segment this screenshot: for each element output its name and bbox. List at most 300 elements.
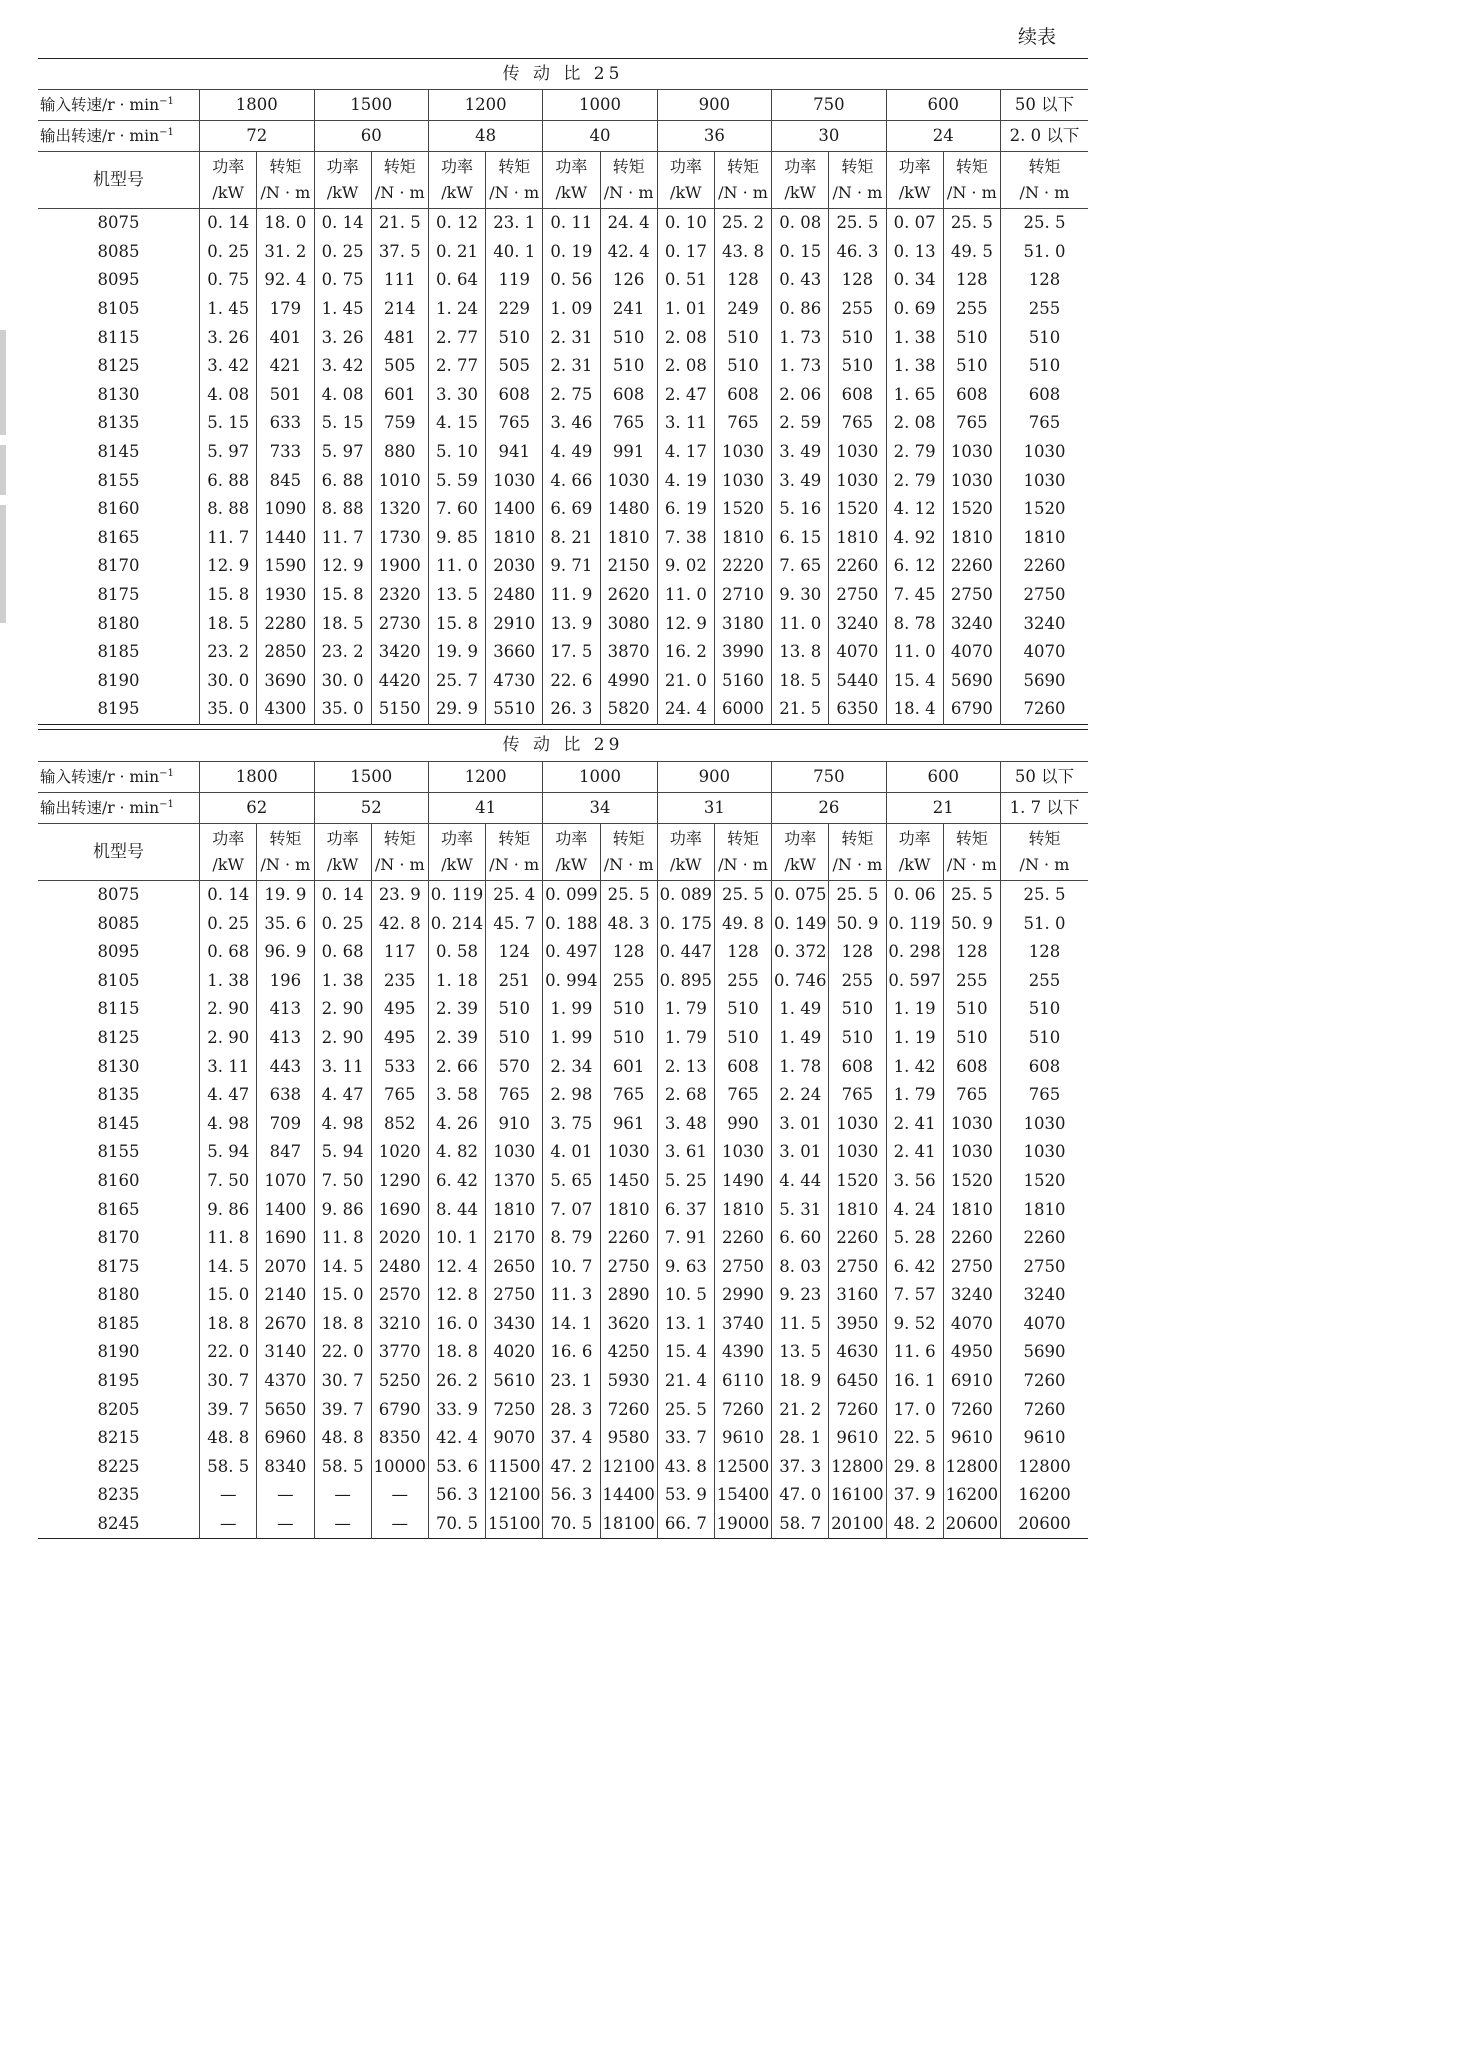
power-cell: 1. 42 bbox=[886, 1052, 943, 1081]
power-cell: 0. 119 bbox=[428, 880, 485, 909]
torque-cell: 880 bbox=[371, 438, 428, 467]
power-cell: 26. 3 bbox=[543, 695, 600, 724]
table-row bbox=[38, 1510, 1088, 1539]
torque-cell: 18100 bbox=[600, 1510, 657, 1539]
torque-cell: 3430 bbox=[486, 1310, 543, 1339]
torque-cell: 6450 bbox=[829, 1367, 886, 1396]
power-cell: 30. 7 bbox=[314, 1367, 371, 1396]
torque-cell: 3240 bbox=[943, 609, 1000, 638]
torque-cell: 510 bbox=[943, 323, 1000, 352]
torque-cell: 765 bbox=[714, 1081, 771, 1110]
table-row bbox=[38, 966, 1088, 995]
torque-header-unit: /N · m bbox=[374, 854, 425, 874]
power-cell: 11. 7 bbox=[200, 524, 257, 553]
torque-cell: 2320 bbox=[371, 581, 428, 610]
power-cell: 23. 1 bbox=[543, 1367, 600, 1396]
power-cell: 0. 994 bbox=[543, 966, 600, 995]
power-cell: 24. 4 bbox=[657, 695, 714, 724]
torque-cell: 9610 bbox=[943, 1424, 1000, 1453]
power-cell: 0. 895 bbox=[657, 966, 714, 995]
torque-cell: 510 bbox=[714, 995, 771, 1024]
torque-cell: 25. 5 bbox=[943, 880, 1000, 909]
output-speed-row bbox=[38, 121, 1088, 152]
power-cell: 3. 30 bbox=[428, 381, 485, 410]
table-row bbox=[38, 352, 1088, 381]
model-number-cell: 8105 bbox=[97, 970, 140, 990]
torque-cell: 1030 bbox=[943, 1109, 1000, 1138]
torque-header bbox=[943, 152, 1000, 209]
power-cell: 9. 71 bbox=[543, 552, 600, 581]
ratio-title-row bbox=[38, 58, 1088, 90]
power-cell: 5. 10 bbox=[428, 438, 485, 467]
torque-cell: 481 bbox=[371, 323, 428, 352]
torque-cell: 413 bbox=[257, 995, 314, 1024]
table-row bbox=[38, 466, 1088, 495]
torque-cell: 990 bbox=[714, 1109, 771, 1138]
power-header-name: 功率 bbox=[326, 157, 359, 176]
power-cell: 4. 82 bbox=[428, 1138, 485, 1167]
power-cell: 6. 42 bbox=[428, 1167, 485, 1196]
power-cell: 17. 5 bbox=[543, 638, 600, 667]
power-header-unit: /kW bbox=[326, 183, 359, 202]
power-cell: 11. 0 bbox=[428, 552, 485, 581]
torque-cell: 45. 7 bbox=[486, 909, 543, 938]
torque-cell: 5650 bbox=[257, 1395, 314, 1424]
torque-low-speed-cell: 25. 5 bbox=[1000, 880, 1088, 909]
torque-cell: 1450 bbox=[600, 1167, 657, 1196]
power-cell: 39. 7 bbox=[314, 1395, 371, 1424]
table-row bbox=[38, 995, 1088, 1024]
torque-cell: 847 bbox=[257, 1138, 314, 1167]
power-cell: 5. 97 bbox=[314, 438, 371, 467]
model-number-cell: 8075 bbox=[97, 213, 140, 233]
page-edge-mark bbox=[0, 505, 6, 623]
power-cell: 9. 63 bbox=[657, 1252, 714, 1281]
power-cell: 3. 01 bbox=[772, 1138, 829, 1167]
power-header-unit: /kW bbox=[784, 183, 816, 202]
power-cell: 4. 47 bbox=[200, 1081, 257, 1110]
power-cell: 1. 38 bbox=[314, 966, 371, 995]
power-cell: 0. 149 bbox=[772, 909, 829, 938]
table-row bbox=[38, 1453, 1088, 1482]
torque-cell: 709 bbox=[257, 1109, 314, 1138]
torque-cell: 608 bbox=[943, 381, 1000, 410]
power-header-name: 功率 bbox=[212, 828, 245, 848]
torque-cell: 510 bbox=[600, 1024, 657, 1053]
power-cell: 2. 13 bbox=[657, 1052, 714, 1081]
torque-cell: 96. 9 bbox=[257, 938, 314, 967]
power-cell: 3. 48 bbox=[657, 1109, 714, 1138]
power-cell: 4. 66 bbox=[543, 466, 600, 495]
power-header bbox=[428, 823, 485, 880]
torque-cell: — bbox=[371, 1510, 428, 1539]
ratio-title-row bbox=[38, 729, 1088, 761]
torque-cell: 510 bbox=[829, 995, 886, 1024]
power-cell: 30. 7 bbox=[200, 1367, 257, 1396]
power-cell: 0. 68 bbox=[314, 938, 371, 967]
model-number-cell: 8170 bbox=[97, 1228, 140, 1248]
table-row bbox=[38, 238, 1088, 267]
model-number-cell: 8130 bbox=[97, 384, 140, 404]
power-cell: 29. 8 bbox=[886, 1453, 943, 1482]
torque-cell: 5930 bbox=[600, 1367, 657, 1396]
torque-cell: 235 bbox=[371, 966, 428, 995]
torque-cell: 501 bbox=[257, 381, 314, 410]
torque-cell: 2750 bbox=[486, 1281, 543, 1310]
table-row bbox=[38, 524, 1088, 553]
torque-low-speed-cell: 51. 0 bbox=[1000, 238, 1088, 267]
output-speed-value: 30 bbox=[772, 121, 886, 152]
input-speed-value: 50 以下 bbox=[1000, 761, 1088, 792]
torque-cell: 5510 bbox=[486, 695, 543, 724]
power-cell: 28. 1 bbox=[772, 1424, 829, 1453]
output-speed-value: 1. 7 以下 bbox=[1000, 792, 1088, 823]
torque-cell: 12100 bbox=[600, 1453, 657, 1482]
torque-cell: 6350 bbox=[829, 695, 886, 724]
torque-low-speed-cell: 510 bbox=[1000, 352, 1088, 381]
power-cell: 0. 175 bbox=[657, 909, 714, 938]
torque-header-unit: /N · m bbox=[603, 854, 654, 874]
torque-cell: 608 bbox=[943, 1052, 1000, 1081]
torque-cell: 961 bbox=[600, 1109, 657, 1138]
power-cell: 0. 34 bbox=[886, 266, 943, 295]
model-number-cell: 8130 bbox=[97, 1056, 140, 1076]
power-cell: 15. 0 bbox=[314, 1281, 371, 1310]
power-cell: 3. 26 bbox=[314, 323, 371, 352]
torque-cell: 126 bbox=[600, 266, 657, 295]
power-cell: 70. 5 bbox=[428, 1510, 485, 1539]
torque-cell: 128 bbox=[600, 938, 657, 967]
torque-cell: 1030 bbox=[714, 466, 771, 495]
torque-cell: 608 bbox=[600, 381, 657, 410]
torque-header-name: 转矩 bbox=[498, 157, 531, 176]
torque-cell: 50. 9 bbox=[943, 909, 1000, 938]
power-cell: 18. 8 bbox=[314, 1310, 371, 1339]
power-cell: 8. 21 bbox=[543, 524, 600, 553]
torque-low-speed-cell: 3240 bbox=[1000, 1281, 1088, 1310]
model-number-cell: 8135 bbox=[97, 1085, 140, 1105]
power-cell: 4. 26 bbox=[428, 1109, 485, 1138]
table-row bbox=[38, 1338, 1088, 1367]
torque-cell: 2650 bbox=[486, 1252, 543, 1281]
torque-cell: 510 bbox=[486, 323, 543, 352]
power-cell: 11. 6 bbox=[886, 1338, 943, 1367]
model-number-cell: 8095 bbox=[97, 270, 140, 290]
table-row bbox=[38, 1024, 1088, 1053]
model-number-cell: 8160 bbox=[97, 1170, 140, 1190]
torque-cell: 2750 bbox=[943, 581, 1000, 610]
power-cell: 0. 15 bbox=[772, 238, 829, 267]
power-cell: 14. 1 bbox=[543, 1310, 600, 1339]
torque-cell: 401 bbox=[257, 323, 314, 352]
torque-header-unit: /N · m bbox=[832, 183, 883, 202]
torque-cell: 1810 bbox=[714, 1195, 771, 1224]
torque-low-speed-cell: 510 bbox=[1000, 323, 1088, 352]
power-cell: — bbox=[314, 1510, 371, 1539]
torque-header-name: 转矩 bbox=[955, 828, 988, 848]
torque-cell: 1520 bbox=[829, 495, 886, 524]
torque-cell: 2710 bbox=[714, 581, 771, 610]
output-speed-value: 21 bbox=[886, 792, 1000, 823]
torque-low-speed-cell: 51. 0 bbox=[1000, 909, 1088, 938]
torque-cell: 510 bbox=[829, 352, 886, 381]
torque-cell: 1030 bbox=[714, 1138, 771, 1167]
power-cell: 18. 8 bbox=[428, 1338, 485, 1367]
torque-low-speed-cell: 3240 bbox=[1000, 609, 1088, 638]
torque-header-name: 转矩 bbox=[612, 828, 645, 848]
torque-cell: 2910 bbox=[486, 609, 543, 638]
torque-cell: 4020 bbox=[486, 1338, 543, 1367]
input-speed-value: 1000 bbox=[543, 761, 657, 792]
power-cell: 70. 5 bbox=[543, 1510, 600, 1539]
power-cell: 6. 88 bbox=[200, 466, 257, 495]
torque-header bbox=[1000, 152, 1088, 209]
torque-low-speed-cell: 1030 bbox=[1000, 1138, 1088, 1167]
power-cell: 15. 8 bbox=[428, 609, 485, 638]
power-cell: 7. 45 bbox=[886, 581, 943, 610]
power-cell: 4. 12 bbox=[886, 495, 943, 524]
torque-header-name: 转矩 bbox=[841, 828, 874, 848]
table-row bbox=[38, 1367, 1088, 1396]
torque-low-speed-cell: 1810 bbox=[1000, 524, 1088, 553]
torque-cell: 443 bbox=[257, 1052, 314, 1081]
power-header-unit: /kW bbox=[898, 183, 931, 202]
torque-cell: 505 bbox=[486, 352, 543, 381]
torque-cell: 1810 bbox=[714, 524, 771, 553]
torque-cell: 1030 bbox=[486, 466, 543, 495]
power-cell: 0. 14 bbox=[200, 209, 257, 238]
torque-cell: 1090 bbox=[257, 495, 314, 524]
power-cell: 4. 24 bbox=[886, 1195, 943, 1224]
torque-cell: 128 bbox=[714, 938, 771, 967]
power-cell: 1. 09 bbox=[543, 295, 600, 324]
power-cell: 15. 8 bbox=[200, 581, 257, 610]
torque-header-unit: /N · m bbox=[260, 854, 311, 874]
power-cell: 3. 42 bbox=[314, 352, 371, 381]
torque-cell: 1030 bbox=[600, 466, 657, 495]
torque-cell: 765 bbox=[943, 1081, 1000, 1110]
power-header bbox=[428, 152, 485, 209]
power-cell: 19. 9 bbox=[428, 638, 485, 667]
page-edge-mark bbox=[0, 445, 6, 495]
power-cell: 8. 79 bbox=[543, 1224, 600, 1253]
torque-cell: 1020 bbox=[371, 1138, 428, 1167]
torque-cell: 2570 bbox=[371, 1281, 428, 1310]
torque-low-speed-cell: 1030 bbox=[1000, 466, 1088, 495]
power-cell: 56. 3 bbox=[543, 1481, 600, 1510]
torque-cell: 3660 bbox=[486, 638, 543, 667]
torque-cell: 255 bbox=[943, 295, 1000, 324]
torque-cell: 533 bbox=[371, 1052, 428, 1081]
power-cell: 3. 49 bbox=[772, 466, 829, 495]
power-cell: 7. 65 bbox=[772, 552, 829, 581]
ratio-title: 传 动 比 29 bbox=[502, 735, 624, 756]
torque-cell: 633 bbox=[257, 409, 314, 438]
torque-cell: 6110 bbox=[714, 1367, 771, 1396]
output-speed-value: 31 bbox=[657, 792, 771, 823]
power-cell: 58. 5 bbox=[200, 1453, 257, 1482]
continuation-label: 续表 bbox=[1017, 26, 1056, 48]
torque-cell: 1810 bbox=[600, 524, 657, 553]
power-cell: 5. 31 bbox=[772, 1195, 829, 1224]
model-number-cell: 8190 bbox=[97, 670, 140, 690]
power-cell: 7. 91 bbox=[657, 1224, 714, 1253]
power-cell: 21. 5 bbox=[772, 695, 829, 724]
torque-cell: 1440 bbox=[257, 524, 314, 553]
power-cell: 37. 9 bbox=[886, 1481, 943, 1510]
torque-cell: 8350 bbox=[371, 1424, 428, 1453]
power-header bbox=[886, 152, 943, 209]
power-header-name: 功率 bbox=[555, 157, 588, 176]
torque-cell: 2750 bbox=[829, 1252, 886, 1281]
torque-cell: 4420 bbox=[371, 667, 428, 696]
power-cell: 6. 19 bbox=[657, 495, 714, 524]
model-number-cell: 8175 bbox=[97, 1256, 140, 1276]
power-cell: 4. 44 bbox=[772, 1167, 829, 1196]
torque-cell: 2480 bbox=[486, 581, 543, 610]
torque-cell: 255 bbox=[600, 966, 657, 995]
power-cell: 2. 24 bbox=[772, 1081, 829, 1110]
torque-cell: 1030 bbox=[486, 1138, 543, 1167]
power-cell: 1. 19 bbox=[886, 1024, 943, 1053]
power-cell: 1. 99 bbox=[543, 995, 600, 1024]
output-speed-value: 24 bbox=[886, 121, 1000, 152]
input-speed-value: 1500 bbox=[314, 90, 428, 121]
torque-header-unit: /N · m bbox=[489, 854, 540, 874]
power-cell: 1. 18 bbox=[428, 966, 485, 995]
torque-cell: 196 bbox=[257, 966, 314, 995]
torque-header-unit: /N · m bbox=[946, 183, 997, 202]
torque-header-unit: /N · m bbox=[1019, 854, 1070, 874]
torque-header bbox=[486, 152, 543, 209]
torque-cell: 111 bbox=[371, 266, 428, 295]
power-header bbox=[314, 152, 371, 209]
power-cell: 0. 56 bbox=[543, 266, 600, 295]
torque-cell: 495 bbox=[371, 995, 428, 1024]
power-cell: 0. 089 bbox=[657, 880, 714, 909]
column-header-row bbox=[38, 823, 1088, 880]
power-cell: 10. 1 bbox=[428, 1224, 485, 1253]
output-speed-label-text: 输出转速/r · min bbox=[40, 127, 160, 145]
power-cell: 6. 37 bbox=[657, 1195, 714, 1224]
torque-cell: 845 bbox=[257, 466, 314, 495]
torque-header-name: 转矩 bbox=[1028, 157, 1061, 176]
torque-cell: 255 bbox=[943, 966, 1000, 995]
power-cell: 2. 06 bbox=[772, 381, 829, 410]
torque-cell: 12100 bbox=[486, 1481, 543, 1510]
input-speed-value: 600 bbox=[886, 761, 1000, 792]
power-cell: 6. 88 bbox=[314, 466, 371, 495]
table-row bbox=[38, 1195, 1088, 1224]
torque-cell: 601 bbox=[371, 381, 428, 410]
table-row bbox=[38, 1224, 1088, 1253]
power-cell: 4. 92 bbox=[886, 524, 943, 553]
torque-cell: 14400 bbox=[600, 1481, 657, 1510]
torque-cell: 3080 bbox=[600, 609, 657, 638]
power-cell: 0. 43 bbox=[772, 266, 829, 295]
power-cell: 2. 77 bbox=[428, 352, 485, 381]
torque-low-speed-cell: 20600 bbox=[1000, 1510, 1088, 1539]
table-row bbox=[38, 1109, 1088, 1138]
torque-cell: 5690 bbox=[943, 667, 1000, 696]
power-cell: 1. 38 bbox=[200, 966, 257, 995]
power-header-unit: /kW bbox=[784, 854, 816, 874]
power-cell: 0. 75 bbox=[314, 266, 371, 295]
torque-cell: 4070 bbox=[829, 638, 886, 667]
torque-low-speed-cell: 12800 bbox=[1000, 1453, 1088, 1482]
power-cell: 0. 099 bbox=[543, 880, 600, 909]
power-cell: 18. 5 bbox=[314, 609, 371, 638]
torque-header bbox=[257, 823, 314, 880]
torque-cell: 570 bbox=[486, 1052, 543, 1081]
table-row bbox=[38, 295, 1088, 324]
power-cell: 5. 94 bbox=[200, 1138, 257, 1167]
model-number-cell: 8195 bbox=[97, 1371, 140, 1391]
power-cell: 10. 7 bbox=[543, 1252, 600, 1281]
power-cell: 0. 17 bbox=[657, 238, 714, 267]
power-header-name: 功率 bbox=[441, 828, 474, 848]
power-cell: 11. 5 bbox=[772, 1310, 829, 1339]
input-speed-row bbox=[38, 761, 1088, 792]
output-speed-value: 26 bbox=[772, 792, 886, 823]
power-header bbox=[772, 152, 829, 209]
table-row bbox=[38, 1252, 1088, 1281]
torque-low-speed-cell: 1520 bbox=[1000, 495, 1088, 524]
torque-cell: 229 bbox=[486, 295, 543, 324]
output-speed-value: 41 bbox=[428, 792, 542, 823]
torque-cell: 4630 bbox=[829, 1338, 886, 1367]
torque-cell: 2890 bbox=[600, 1281, 657, 1310]
power-cell: 7. 60 bbox=[428, 495, 485, 524]
table-row bbox=[38, 938, 1088, 967]
torque-cell: 608 bbox=[714, 381, 771, 410]
torque-cell: 2750 bbox=[714, 1252, 771, 1281]
model-number-header: 机型号 bbox=[38, 152, 200, 209]
input-speed-value: 1800 bbox=[200, 90, 314, 121]
table-row bbox=[38, 495, 1088, 524]
power-cell: 3. 49 bbox=[772, 438, 829, 467]
power-cell: 2. 90 bbox=[200, 1024, 257, 1053]
power-cell: 21. 0 bbox=[657, 667, 714, 696]
table-row bbox=[38, 381, 1088, 410]
torque-low-speed-cell: 510 bbox=[1000, 1024, 1088, 1053]
power-cell: 0. 13 bbox=[886, 238, 943, 267]
torque-cell: 23. 1 bbox=[486, 209, 543, 238]
torque-cell: 941 bbox=[486, 438, 543, 467]
torque-cell: 495 bbox=[371, 1024, 428, 1053]
torque-cell: 249 bbox=[714, 295, 771, 324]
power-cell: 56. 3 bbox=[428, 1481, 485, 1510]
torque-cell: 20100 bbox=[829, 1510, 886, 1539]
power-cell: 0. 69 bbox=[886, 295, 943, 324]
torque-cell: 2150 bbox=[600, 552, 657, 581]
torque-cell: 601 bbox=[600, 1052, 657, 1081]
power-cell: 12. 9 bbox=[200, 552, 257, 581]
model-number-cell: 8185 bbox=[97, 1313, 140, 1333]
power-cell: 2. 34 bbox=[543, 1052, 600, 1081]
output-speed-label bbox=[38, 792, 200, 823]
power-cell: 43. 8 bbox=[657, 1453, 714, 1482]
torque-cell: 49. 8 bbox=[714, 909, 771, 938]
torque-cell: 765 bbox=[600, 1081, 657, 1110]
power-cell: 9. 86 bbox=[200, 1195, 257, 1224]
torque-cell: 1030 bbox=[714, 438, 771, 467]
torque-cell: 4390 bbox=[714, 1338, 771, 1367]
power-cell: 18. 4 bbox=[886, 695, 943, 724]
output-speed-label bbox=[38, 121, 200, 152]
torque-cell: 2480 bbox=[371, 1252, 428, 1281]
power-cell: — bbox=[200, 1481, 257, 1510]
